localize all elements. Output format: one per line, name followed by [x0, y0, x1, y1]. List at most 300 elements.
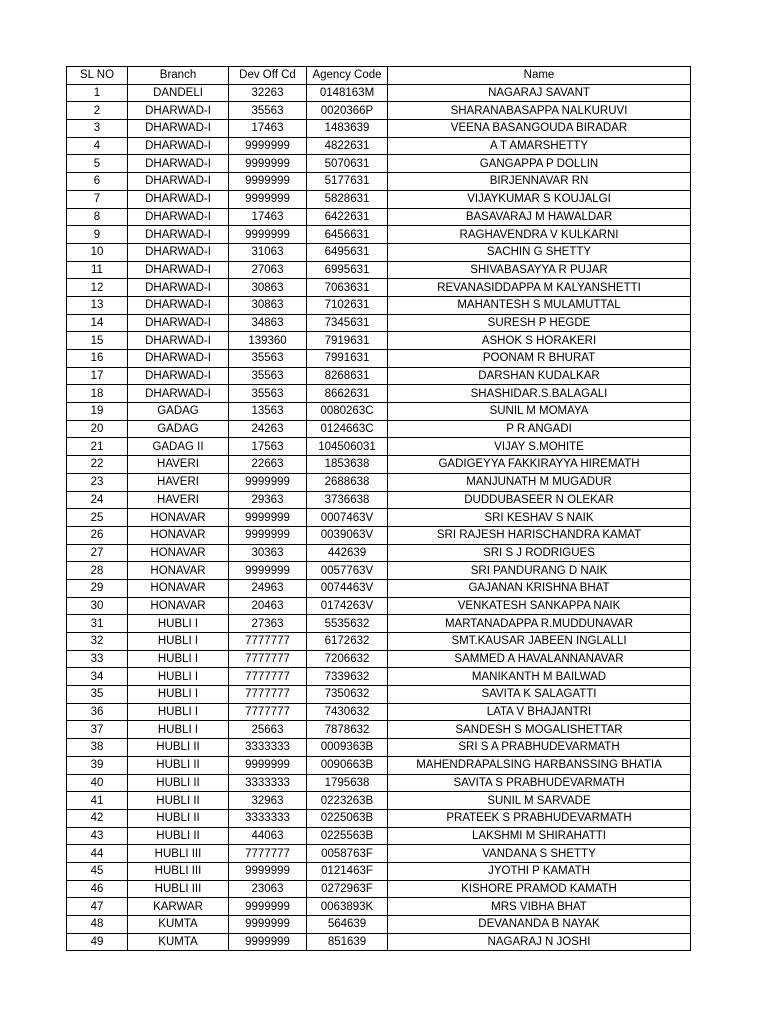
cell-name: KISHORE PRAMOD KAMATH [388, 880, 691, 898]
cell-dev-off-cd: 7777777 [229, 650, 307, 668]
table-row [67, 438, 691, 456]
cell-sl-no: 45 [67, 862, 128, 880]
table-row [67, 226, 691, 244]
cell-dev-off-cd: 25663 [229, 721, 307, 739]
cell-dev-off-cd: 30863 [229, 296, 307, 314]
table-row [67, 597, 691, 615]
cell-branch: HUBLI II [128, 756, 229, 774]
cell-agency-code: 0007463V [307, 509, 388, 527]
cell-dev-off-cd: 3333333 [229, 774, 307, 792]
cell-dev-off-cd: 20463 [229, 597, 307, 615]
table-row [67, 756, 691, 774]
cell-branch: DHARWAD-I [128, 120, 229, 138]
table-row [67, 84, 691, 102]
table-row [67, 350, 691, 368]
cell-sl-no: 30 [67, 597, 128, 615]
cell-agency-code: 1795638 [307, 774, 388, 792]
cell-dev-off-cd: 9999999 [229, 898, 307, 916]
table-row [67, 279, 691, 297]
table-row [67, 102, 691, 120]
cell-dev-off-cd: 17563 [229, 438, 307, 456]
cell-agency-code: 7339632 [307, 668, 388, 686]
cell-dev-off-cd: 13563 [229, 403, 307, 421]
cell-sl-no: 22 [67, 456, 128, 474]
cell-agency-code: 0225563B [307, 827, 388, 845]
cell-agency-code: 0174263V [307, 597, 388, 615]
cell-sl-no: 23 [67, 473, 128, 491]
cell-name: REVANASIDDAPPA M KALYANSHETTI [388, 279, 691, 297]
cell-agency-code: 0039063V [307, 526, 388, 544]
cell-dev-off-cd: 9999999 [229, 190, 307, 208]
cell-name: DEVANANDA B NAYAK [388, 916, 691, 934]
cell-name: VIJAYKUMAR S KOUJALGI [388, 190, 691, 208]
cell-name: ASHOK S HORAKERI [388, 332, 691, 350]
cell-name: VIJAY S.MOHITE [388, 438, 691, 456]
cell-sl-no: 40 [67, 774, 128, 792]
cell-branch: DHARWAD-I [128, 155, 229, 173]
header-row [67, 67, 691, 85]
cell-branch: KARWAR [128, 898, 229, 916]
cell-name: RAGHAVENDRA V KULKARNI [388, 226, 691, 244]
cell-branch: HUBLI II [128, 739, 229, 757]
cell-agency-code: 0272963F [307, 880, 388, 898]
cell-branch: HUBLI II [128, 809, 229, 827]
cell-name: SAMMED A HAVALANNANAVAR [388, 650, 691, 668]
cell-name: VANDANA S SHETTY [388, 845, 691, 863]
cell-agency-code: 0225063B [307, 809, 388, 827]
cell-sl-no: 21 [67, 438, 128, 456]
cell-dev-off-cd: 35563 [229, 350, 307, 368]
cell-branch: DANDELI [128, 84, 229, 102]
table-row [67, 420, 691, 438]
cell-branch: HAVERI [128, 473, 229, 491]
cell-dev-off-cd: 27063 [229, 261, 307, 279]
cell-sl-no: 24 [67, 491, 128, 509]
cell-dev-off-cd: 29363 [229, 491, 307, 509]
cell-branch: HUBLI III [128, 845, 229, 863]
cell-name: P R ANGADI [388, 420, 691, 438]
table-row [67, 173, 691, 191]
cell-name: SHIVABASAYYA R PUJAR [388, 261, 691, 279]
cell-sl-no: 33 [67, 650, 128, 668]
cell-branch: HUBLI I [128, 686, 229, 704]
cell-agency-code: 0020366P [307, 102, 388, 120]
cell-agency-code: 0074463V [307, 579, 388, 597]
cell-branch: DHARWAD-I [128, 243, 229, 261]
cell-agency-code: 442639 [307, 544, 388, 562]
cell-agency-code: 7345631 [307, 314, 388, 332]
cell-dev-off-cd: 9999999 [229, 137, 307, 155]
cell-dev-off-cd: 35563 [229, 367, 307, 385]
header-name: Name [388, 67, 691, 85]
cell-sl-no: 47 [67, 898, 128, 916]
cell-branch: DHARWAD-I [128, 385, 229, 403]
cell-branch: DHARWAD-I [128, 314, 229, 332]
cell-sl-no: 3 [67, 120, 128, 138]
cell-name: NAGARAJ SAVANT [388, 84, 691, 102]
cell-branch: HONAVAR [128, 597, 229, 615]
cell-sl-no: 14 [67, 314, 128, 332]
cell-sl-no: 38 [67, 739, 128, 757]
cell-branch: HONAVAR [128, 526, 229, 544]
cell-agency-code: 7430632 [307, 703, 388, 721]
cell-sl-no: 32 [67, 633, 128, 651]
cell-sl-no: 9 [67, 226, 128, 244]
cell-branch: DHARWAD-I [128, 208, 229, 226]
cell-agency-code: 6495631 [307, 243, 388, 261]
table-row [67, 190, 691, 208]
table-row [67, 120, 691, 138]
table-row [67, 579, 691, 597]
cell-sl-no: 46 [67, 880, 128, 898]
cell-name: POONAM R BHURAT [388, 350, 691, 368]
cell-name: SACHIN G SHETTY [388, 243, 691, 261]
table-row [67, 933, 691, 951]
cell-agency-code: 1483639 [307, 120, 388, 138]
cell-dev-off-cd: 9999999 [229, 473, 307, 491]
table-row [67, 296, 691, 314]
table-row [67, 456, 691, 474]
cell-name: MRS VIBHA BHAT [388, 898, 691, 916]
cell-sl-no: 6 [67, 173, 128, 191]
cell-branch: HUBLI III [128, 880, 229, 898]
cell-branch: HONAVAR [128, 509, 229, 527]
cell-sl-no: 2 [67, 102, 128, 120]
cell-name: JYOTHI P KAMATH [388, 862, 691, 880]
table-row [67, 633, 691, 651]
cell-agency-code: 7063631 [307, 279, 388, 297]
cell-name: MANIKANTH M BAILWAD [388, 668, 691, 686]
cell-dev-off-cd: 3333333 [229, 809, 307, 827]
cell-sl-no: 31 [67, 615, 128, 633]
cell-agency-code: 6172632 [307, 633, 388, 651]
table-row [67, 845, 691, 863]
cell-dev-off-cd: 34863 [229, 314, 307, 332]
cell-name: MAHANTESH S MULAMUTTAL [388, 296, 691, 314]
table-row [67, 385, 691, 403]
table-row [67, 544, 691, 562]
table-row [67, 509, 691, 527]
cell-branch: HONAVAR [128, 579, 229, 597]
cell-agency-code: 851639 [307, 933, 388, 951]
cell-agency-code: 0148163M [307, 84, 388, 102]
cell-agency-code: 0009363B [307, 739, 388, 757]
cell-name: SHARANABASAPPA NALKURUVI [388, 102, 691, 120]
table-row [67, 208, 691, 226]
cell-agency-code: 0058763F [307, 845, 388, 863]
cell-agency-code: 5535632 [307, 615, 388, 633]
cell-name: SRI S A PRABHUDEVARMATH [388, 739, 691, 757]
cell-dev-off-cd: 9999999 [229, 756, 307, 774]
cell-branch: HUBLI I [128, 615, 229, 633]
cell-name: DUDDUBASEER N OLEKAR [388, 491, 691, 509]
cell-branch: DHARWAD-I [128, 137, 229, 155]
cell-dev-off-cd: 7777777 [229, 668, 307, 686]
cell-sl-no: 1 [67, 84, 128, 102]
header-agency-code: Agency Code [307, 67, 388, 85]
cell-sl-no: 48 [67, 916, 128, 934]
cell-branch: DHARWAD-I [128, 350, 229, 368]
cell-dev-off-cd: 17463 [229, 208, 307, 226]
cell-dev-off-cd: 30363 [229, 544, 307, 562]
cell-sl-no: 29 [67, 579, 128, 597]
cell-branch: DHARWAD-I [128, 261, 229, 279]
cell-dev-off-cd: 9999999 [229, 155, 307, 173]
cell-sl-no: 35 [67, 686, 128, 704]
cell-dev-off-cd: 30863 [229, 279, 307, 297]
table-row [67, 314, 691, 332]
table-row [67, 792, 691, 810]
cell-dev-off-cd: 32263 [229, 84, 307, 102]
table-row [67, 403, 691, 421]
cell-name: SRI KESHAV S NAIK [388, 509, 691, 527]
cell-sl-no: 42 [67, 809, 128, 827]
table-row [67, 650, 691, 668]
cell-name: SRI RAJESH HARISCHANDRA KAMAT [388, 526, 691, 544]
cell-name: SAVITA K SALAGATTI [388, 686, 691, 704]
cell-sl-no: 7 [67, 190, 128, 208]
cell-branch: DHARWAD-I [128, 279, 229, 297]
cell-dev-off-cd: 22663 [229, 456, 307, 474]
cell-agency-code: 2688638 [307, 473, 388, 491]
cell-name: MARTANADAPPA R.MUDDUNAVAR [388, 615, 691, 633]
cell-branch: HONAVAR [128, 562, 229, 580]
cell-dev-off-cd: 24963 [229, 579, 307, 597]
agent-table [66, 66, 691, 951]
table-row [67, 137, 691, 155]
cell-branch: HUBLI I [128, 703, 229, 721]
table-row [67, 686, 691, 704]
cell-sl-no: 18 [67, 385, 128, 403]
cell-agency-code: 1853638 [307, 456, 388, 474]
cell-dev-off-cd: 139360 [229, 332, 307, 350]
table-row [67, 774, 691, 792]
cell-dev-off-cd: 9999999 [229, 226, 307, 244]
cell-name: GAJANAN KRISHNA BHAT [388, 579, 691, 597]
cell-name: SANDESH S MOGALISHETTAR [388, 721, 691, 739]
table-row [67, 526, 691, 544]
cell-dev-off-cd: 9999999 [229, 862, 307, 880]
cell-branch: HONAVAR [128, 544, 229, 562]
cell-name: VENKATESH SANKAPPA NAIK [388, 597, 691, 615]
cell-sl-no: 16 [67, 350, 128, 368]
cell-dev-off-cd: 44063 [229, 827, 307, 845]
cell-agency-code: 6995631 [307, 261, 388, 279]
cell-sl-no: 36 [67, 703, 128, 721]
cell-agency-code: 564639 [307, 916, 388, 934]
cell-name: BASAVARAJ M HAWALDAR [388, 208, 691, 226]
cell-agency-code: 7991631 [307, 350, 388, 368]
cell-dev-off-cd: 35563 [229, 102, 307, 120]
table-row [67, 827, 691, 845]
cell-agency-code: 7878632 [307, 721, 388, 739]
cell-sl-no: 26 [67, 526, 128, 544]
cell-sl-no: 27 [67, 544, 128, 562]
cell-sl-no: 28 [67, 562, 128, 580]
cell-dev-off-cd: 23063 [229, 880, 307, 898]
cell-name: MAHENDRAPALSING HARBANSSING BHATIA [388, 756, 691, 774]
cell-dev-off-cd: 9999999 [229, 509, 307, 527]
cell-branch: DHARWAD-I [128, 296, 229, 314]
header-branch: Branch [128, 67, 229, 85]
cell-sl-no: 11 [67, 261, 128, 279]
cell-dev-off-cd: 9999999 [229, 916, 307, 934]
cell-branch: DHARWAD-I [128, 367, 229, 385]
cell-branch: HUBLI I [128, 650, 229, 668]
cell-branch: DHARWAD-I [128, 173, 229, 191]
cell-name: VEENA BASANGOUDA BIRADAR [388, 120, 691, 138]
cell-agency-code: 0121463F [307, 862, 388, 880]
cell-sl-no: 13 [67, 296, 128, 314]
table-row [67, 261, 691, 279]
table-row [67, 898, 691, 916]
header-dev-off-cd: Dev Off Cd [229, 67, 307, 85]
table-row [67, 473, 691, 491]
cell-branch: HAVERI [128, 491, 229, 509]
table-row [67, 562, 691, 580]
cell-branch: HUBLI I [128, 668, 229, 686]
cell-sl-no: 10 [67, 243, 128, 261]
cell-sl-no: 41 [67, 792, 128, 810]
cell-name: SUNIL M SARVADE [388, 792, 691, 810]
cell-name: SAVITA S PRABHUDEVARMATH [388, 774, 691, 792]
cell-branch: KUMTA [128, 916, 229, 934]
cell-branch: GADAG [128, 403, 229, 421]
cell-dev-off-cd: 27363 [229, 615, 307, 633]
cell-agency-code: 4822631 [307, 137, 388, 155]
cell-name: SRI PANDURANG D NAIK [388, 562, 691, 580]
cell-dev-off-cd: 7777777 [229, 845, 307, 863]
table-row [67, 809, 691, 827]
cell-name: LATA V BHAJANTRI [388, 703, 691, 721]
table-body [67, 84, 691, 951]
table-row [67, 615, 691, 633]
table-row [67, 880, 691, 898]
cell-dev-off-cd: 32963 [229, 792, 307, 810]
cell-dev-off-cd: 9999999 [229, 933, 307, 951]
cell-agency-code: 0090663B [307, 756, 388, 774]
cell-agency-code: 5828631 [307, 190, 388, 208]
cell-sl-no: 5 [67, 155, 128, 173]
cell-dev-off-cd: 31063 [229, 243, 307, 261]
cell-branch: HUBLI II [128, 774, 229, 792]
cell-agency-code: 0223263B [307, 792, 388, 810]
cell-sl-no: 39 [67, 756, 128, 774]
cell-agency-code: 0063893K [307, 898, 388, 916]
table-row [67, 243, 691, 261]
cell-branch: DHARWAD-I [128, 102, 229, 120]
cell-name: DARSHAN KUDALKAR [388, 367, 691, 385]
cell-branch: KUMTA [128, 933, 229, 951]
cell-branch: HUBLI I [128, 633, 229, 651]
table-row [67, 668, 691, 686]
cell-sl-no: 44 [67, 845, 128, 863]
cell-sl-no: 12 [67, 279, 128, 297]
cell-branch: DHARWAD-I [128, 332, 229, 350]
cell-dev-off-cd: 9999999 [229, 173, 307, 191]
cell-dev-off-cd: 3333333 [229, 739, 307, 757]
cell-sl-no: 37 [67, 721, 128, 739]
cell-dev-off-cd: 17463 [229, 120, 307, 138]
cell-name: SUNIL M MOMAYA [388, 403, 691, 421]
cell-branch: GADAG II [128, 438, 229, 456]
table-row [67, 332, 691, 350]
cell-sl-no: 43 [67, 827, 128, 845]
table-row [67, 916, 691, 934]
table-row [67, 703, 691, 721]
cell-branch: GADAG [128, 420, 229, 438]
cell-agency-code: 3736638 [307, 491, 388, 509]
table-row [67, 862, 691, 880]
cell-name: MANJUNATH M MUGADUR [388, 473, 691, 491]
cell-sl-no: 20 [67, 420, 128, 438]
cell-name: BIRJENNAVAR RN [388, 173, 691, 191]
cell-dev-off-cd: 35563 [229, 385, 307, 403]
cell-agency-code: 5070631 [307, 155, 388, 173]
cell-branch: HUBLI III [128, 862, 229, 880]
cell-name: SRI S J RODRIGUES [388, 544, 691, 562]
cell-sl-no: 17 [67, 367, 128, 385]
cell-sl-no: 15 [67, 332, 128, 350]
cell-name: SURESH P HEGDE [388, 314, 691, 332]
cell-sl-no: 4 [67, 137, 128, 155]
table-row [67, 491, 691, 509]
cell-name: PRATEEK S PRABHUDEVARMATH [388, 809, 691, 827]
cell-branch: HUBLI II [128, 827, 229, 845]
cell-branch: DHARWAD-I [128, 190, 229, 208]
cell-name: NAGARAJ N JOSHI [388, 933, 691, 951]
cell-agency-code: 7102631 [307, 296, 388, 314]
cell-name: GANGAPPA P DOLLIN [388, 155, 691, 173]
cell-dev-off-cd: 9999999 [229, 526, 307, 544]
cell-agency-code: 8662631 [307, 385, 388, 403]
cell-agency-code: 0057763V [307, 562, 388, 580]
table-row [67, 367, 691, 385]
cell-branch: DHARWAD-I [128, 226, 229, 244]
cell-name: A T AMARSHETTY [388, 137, 691, 155]
cell-branch: HUBLI II [128, 792, 229, 810]
cell-sl-no: 19 [67, 403, 128, 421]
cell-sl-no: 8 [67, 208, 128, 226]
cell-dev-off-cd: 7777777 [229, 703, 307, 721]
cell-agency-code: 104506031 [307, 438, 388, 456]
cell-name: SMT.KAUSAR JABEEN INGLALLI [388, 633, 691, 651]
cell-agency-code: 8268631 [307, 367, 388, 385]
table-row [67, 739, 691, 757]
cell-branch: HUBLI I [128, 721, 229, 739]
cell-branch: HAVERI [128, 456, 229, 474]
cell-agency-code: 6422631 [307, 208, 388, 226]
cell-agency-code: 7350632 [307, 686, 388, 704]
cell-sl-no: 34 [67, 668, 128, 686]
cell-dev-off-cd: 7777777 [229, 686, 307, 704]
cell-agency-code: 0080263C [307, 403, 388, 421]
cell-dev-off-cd: 24263 [229, 420, 307, 438]
cell-agency-code: 6456631 [307, 226, 388, 244]
cell-name: SHASHIDAR.S.BALAGALI [388, 385, 691, 403]
table-row [67, 155, 691, 173]
cell-agency-code: 7206632 [307, 650, 388, 668]
cell-sl-no: 49 [67, 933, 128, 951]
header-sl-no: SL NO [67, 67, 128, 85]
cell-name: GADIGEYYA FAKKIRAYYA HIREMATH [388, 456, 691, 474]
cell-agency-code: 5177631 [307, 173, 388, 191]
cell-agency-code: 0124663C [307, 420, 388, 438]
cell-name: LAKSHMI M SHIRAHATTI [388, 827, 691, 845]
table-row [67, 721, 691, 739]
cell-dev-off-cd: 7777777 [229, 633, 307, 651]
cell-agency-code: 7919631 [307, 332, 388, 350]
